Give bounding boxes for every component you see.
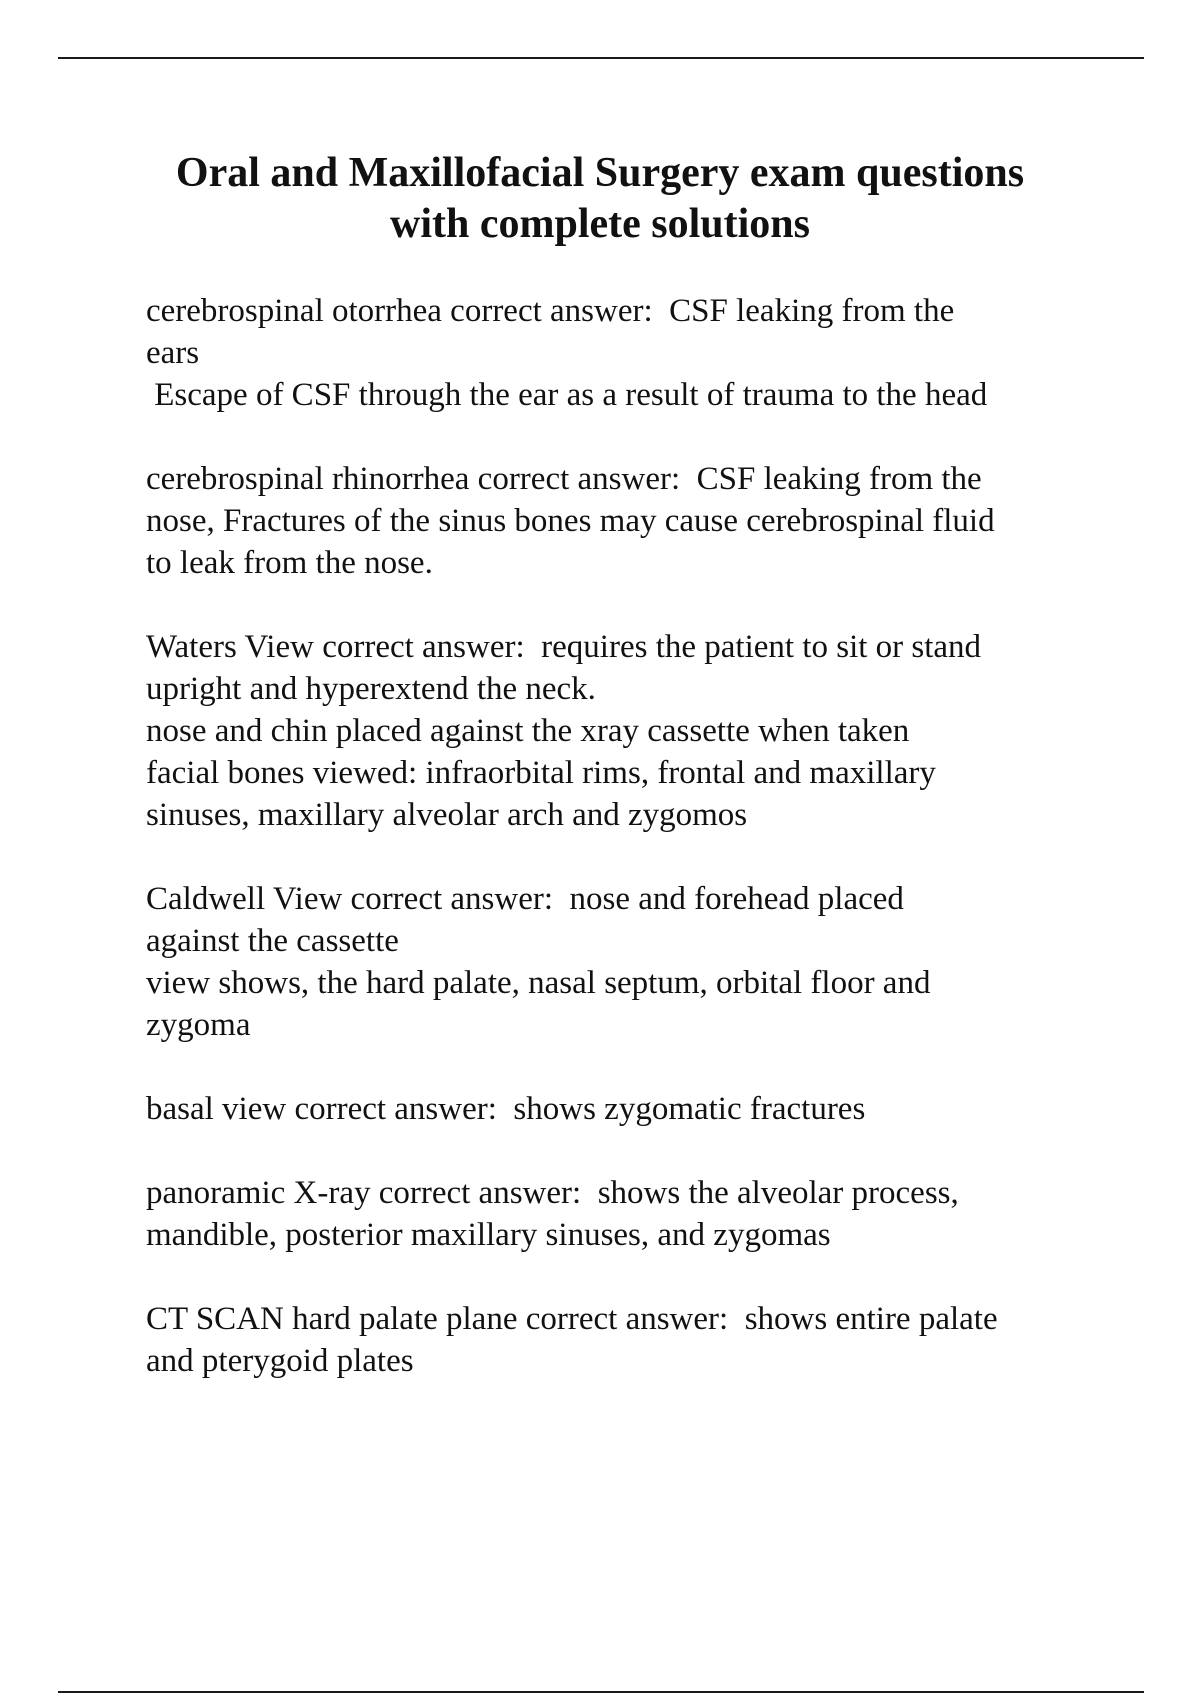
qa-entry-ct-scan	[146, 1298, 1146, 1382]
qa-entry-waters-view	[146, 626, 1146, 836]
entry-line: facial bones viewed: infraorbital rims, frontal and maxillary	[146, 755, 936, 791]
entry-line: nose and chin placed against the xray cassette when taken	[146, 713, 910, 749]
entry-line: against the cassette	[146, 923, 399, 959]
entry-line: ears	[146, 335, 200, 371]
top-divider	[58, 57, 1144, 59]
entry-line: view shows, the hard palate, nasal septum, orbital floor and	[146, 965, 931, 1001]
entry-line: cerebrospinal otorrhea correct answer: CSF leaking from the	[146, 293, 955, 329]
entry-line: sinuses, maxillary alveolar arch and zygomos	[146, 797, 748, 833]
entry-line: nose, Fractures of the sinus bones may cause cerebrospinal fluid	[146, 503, 995, 539]
qa-entry-cerebrospinal-rhinorrhea	[146, 458, 1146, 584]
entry-line: upright and hyperextend the neck.	[146, 671, 596, 707]
qa-entry-basal-view	[146, 1088, 1146, 1130]
entry-line: Waters View correct answer: requires the patient to sit or stand	[146, 629, 982, 665]
entry-line: to leak from the nose.	[146, 545, 433, 581]
document-body	[146, 290, 1146, 1424]
qa-entry-caldwell-view	[146, 878, 1146, 1046]
entry-line: panoramic X-ray correct answer: shows the alveolar process,	[146, 1175, 959, 1211]
entry-line: CT SCAN hard palate plane correct answer: shows entire palate	[146, 1301, 998, 1337]
entry-line: cerebrospinal rhinorrhea correct answer: CSF leaking from the	[146, 461, 982, 497]
entry-line: Escape of CSF through the ear as a result of trauma to the head	[146, 377, 988, 413]
page-title	[100, 148, 1100, 250]
title-line: Oral and Maxillofacial Surgery exam questions	[175, 150, 1025, 196]
title-line: with complete solutions	[390, 201, 810, 247]
qa-entry-cerebrospinal-otorrhea	[146, 290, 1146, 416]
entry-line: basal view correct answer: shows zygomatic fractures	[146, 1091, 866, 1127]
entry-line: Caldwell View correct answer: nose and forehead placed	[146, 881, 904, 917]
entry-line: zygoma	[146, 1007, 251, 1043]
qa-entry-panoramic-xray	[146, 1172, 1146, 1256]
entry-line: and pterygoid plates	[146, 1343, 414, 1379]
entry-line: mandible, posterior maxillary sinuses, and zygomas	[146, 1217, 831, 1253]
bottom-divider	[58, 1691, 1144, 1693]
